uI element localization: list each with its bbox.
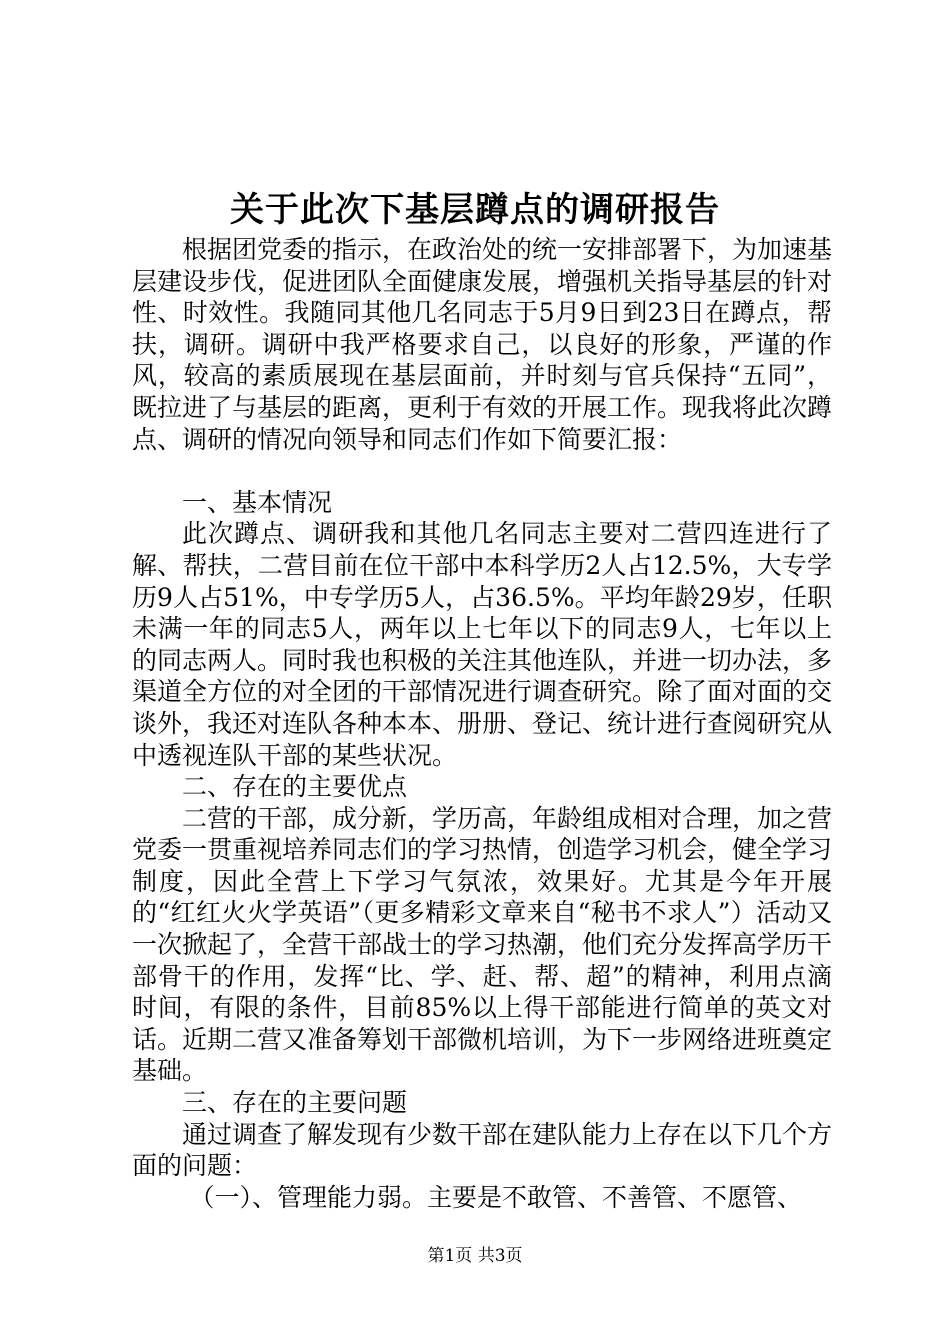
- paragraph-strengths: 二营的干部，成分新，学历高，年龄组成相对合理，加之营党委一贯重视培养同志们的学习热情，创造学习机会，健全学习制度，因此全营上下学习气氛浓，效果好。尤其是今年开展的“红红火火学英语”（更多精彩文章来自“秘书不求人”）活动又一次掀起了，全营干部战士的学习热潮，他们充分发挥高学历干部骨干的作用，发挥“比、学、赶、帮、超”的精神，利用点滴时间，有限的条件，目前85%以上得干部能进行简单的英文对话。近期二营又准备筹划干部微机培训，为下一步网络进班奠定基础。: [132, 803, 833, 1086]
- paragraph-problems-intro: 通过调查了解发现有少数干部在建队能力上存在以下几个方面的问题：: [132, 1119, 833, 1181]
- document-body: [132, 234, 832, 1213]
- paragraph-basic: 此次蹲点、调研我和其他几名同志主要对二营四连进行了解、帮扶，二营目前在位干部中本科学历2人占12.5%，大专学历9人占51%，中专学历5人，占36.5%。平均年龄29岁，任职未满一年的同志5人，两年以上七年以下的同志9人，七年以上的同志两人。同时我也积极的关注其他连队，并进一切办法，多渠道全方位的对全团的干部情况进行调查研究。除了面对面的交谈外，我还对连队各种本本、册册、登记、统计进行查阅研究从中透视连队干部的某些状况。: [132, 519, 833, 770]
- section-heading-basic: 一、基本情况: [182, 487, 333, 517]
- page-title: 关于此次下基层蹲点的调研报告: [230, 190, 720, 230]
- section-heading-strengths: 二、存在的主要优点: [182, 772, 408, 802]
- section-heading-problems: 三、存在的主要问题: [182, 1088, 408, 1118]
- paragraph-intro: 根据团党委的指示，在政治处的统一安排部署下，为加速基层建设步伐，促进团队全面健康发展，增强机关指导基层的针对性、时效性。我随同其他几名同志于5月9日到23日在蹲点，帮扶，调研。调研中我严格要求自己，以良好的形象，严谨的作风，较高的素质展现在基层面前，并时刻与官兵保持“五同”，既拉进了与基层的距离，更利于有效的开展工作。现我将此次蹲点、调研的情况向领导和同志们作如下简要汇报：: [132, 235, 833, 454]
- page-number-footer: 第1页 共3页: [427, 1246, 523, 1266]
- paragraph-problem-1: （一）、管理能力弱。主要是不敢管、不善管、不愿管、: [189, 1182, 803, 1212]
